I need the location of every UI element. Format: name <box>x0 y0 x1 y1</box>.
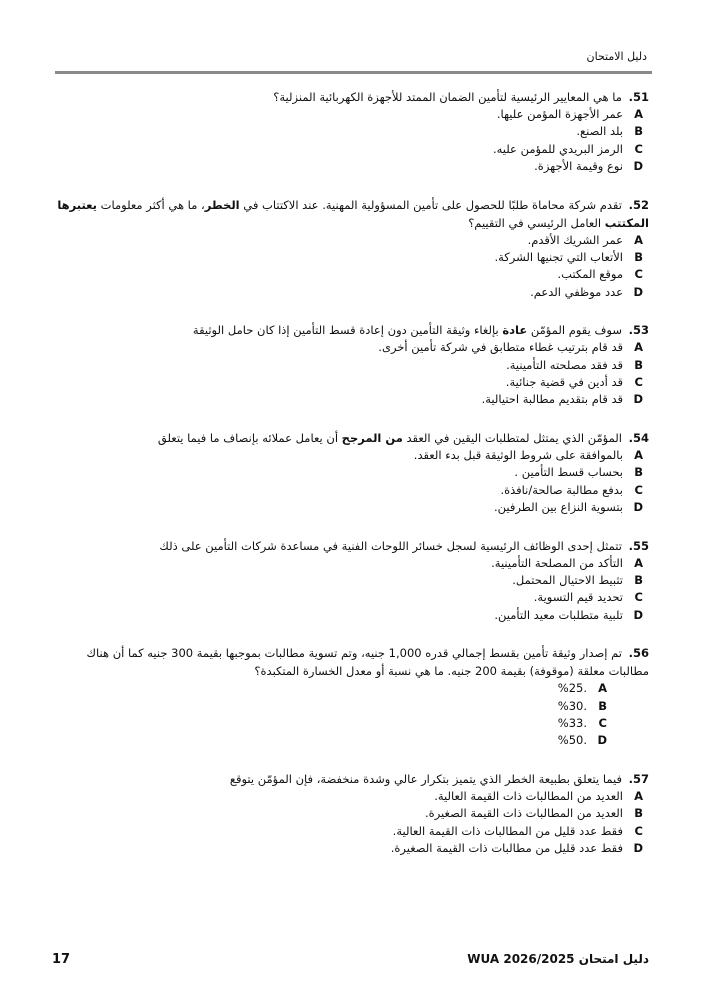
options-list <box>55 232 649 302</box>
question-stem <box>55 770 649 788</box>
option-letter: A <box>634 107 643 121</box>
option-text: الأتعاب التي تجنيها الشركة. <box>494 250 623 265</box>
option-c <box>55 266 649 283</box>
question-text-part: أن يعامل عملائه بإنصاف ما فيما يتعلق <box>157 430 342 445</box>
question-stem <box>55 321 649 339</box>
option-c <box>55 141 649 158</box>
question-stem <box>55 644 649 680</box>
option-letter: D <box>633 284 643 299</box>
question-text-emphasis: الخطر <box>204 197 240 212</box>
option-a <box>55 232 649 249</box>
option-d <box>55 284 649 301</box>
option-letter: B <box>634 250 643 265</box>
options-list <box>55 106 649 176</box>
option-letter: C <box>634 141 643 156</box>
option-letter: B <box>598 698 607 713</box>
header-title: دليل الامتحان <box>586 50 647 63</box>
option-letter: C <box>634 482 643 497</box>
option-letter: D <box>597 733 607 748</box>
option-letter: A <box>634 788 643 803</box>
option-letter: B <box>634 806 643 821</box>
question-53 <box>55 321 649 409</box>
option-letter: C <box>634 590 643 605</box>
question-number: 54. <box>628 430 649 445</box>
options-list <box>55 447 649 517</box>
question-text-part: سوف يقوم المؤمّن <box>527 323 622 338</box>
option-text: تثبيط الاحتيال المحتمل. <box>512 572 623 587</box>
question-text-emphasis: يعتبرها المكتتب <box>57 197 649 230</box>
option-letter: A <box>634 232 643 247</box>
option-d <box>55 391 649 408</box>
questions-list <box>55 88 649 877</box>
option-d <box>55 732 613 749</box>
option-c <box>55 715 613 732</box>
option-text: بلد الصنع. <box>576 124 623 139</box>
option-a <box>55 555 649 572</box>
question-56 <box>55 644 649 750</box>
footer-title: دليل امتحان 2026/2025 WUA <box>467 952 649 966</box>
option-text: موقع المكتب. <box>557 267 623 282</box>
question-number: 55. <box>628 538 649 553</box>
options-list <box>55 339 649 409</box>
question-stem <box>55 537 649 555</box>
option-text: بدفع مطالبة صالحة/نافذة. <box>500 482 623 497</box>
option-letter: A <box>634 447 643 462</box>
option-letter: A <box>634 340 643 355</box>
question-stem <box>55 429 649 447</box>
option-text: العديد من المطالبات ذات القيمة العالية. <box>434 788 623 803</box>
question-number: 53. <box>628 323 649 338</box>
option-text: %25. <box>557 681 587 696</box>
option-text: عمر الشريك الأقدم. <box>527 232 623 247</box>
option-b <box>55 572 649 589</box>
option-letter: D <box>633 500 643 515</box>
option-text: بحساب قسط التأمين . <box>514 465 623 480</box>
question-text-part: بإلغاء وثيقة التأمين دون إعادة قسط التأمين إذا كان حامل الوثيقة <box>192 323 503 338</box>
option-text: قد فقد مصلحته التأمينية. <box>506 357 623 372</box>
option-letter: B <box>634 572 643 587</box>
question-number: 51. <box>628 90 649 104</box>
page-number: 17 <box>52 952 71 967</box>
question-text-part: المؤمّن الذي يمتثل لمتطلبات اليقين في العقد <box>402 430 622 445</box>
option-b <box>55 123 649 140</box>
option-letter: D <box>633 840 643 855</box>
option-a <box>55 788 649 805</box>
option-d <box>55 499 649 516</box>
option-text: نوع وقيمة الأجهزة. <box>534 159 623 174</box>
option-a <box>55 447 649 464</box>
option-text: عمر الأجهزة المؤمن عليها. <box>496 107 623 121</box>
option-letter: A <box>598 681 607 696</box>
question-number: 56. <box>628 646 649 661</box>
question-52 <box>55 196 649 302</box>
question-text: تتمثل إحدى الوظائف الرئيسية لسجل خسائر اللوحات الفنية في مساعدة شركات التأمين على ذلك <box>159 538 622 553</box>
option-text: قد قام بترتيب غطاء متطابق في شركة تأمين أخرى. <box>378 340 623 355</box>
question-text <box>57 198 649 230</box>
option-d <box>55 840 649 857</box>
option-c <box>55 374 649 391</box>
question-stem <box>55 88 649 106</box>
option-letter: C <box>634 267 643 282</box>
option-b <box>55 357 649 374</box>
question-number: 57. <box>628 771 649 786</box>
question-text-emphasis: من المرجح <box>341 430 403 445</box>
option-text: بتسوية النزاع بين الطرفين. <box>493 500 623 515</box>
option-b <box>55 805 649 822</box>
option-text: تلبية متطلبات معيد التأمين. <box>494 607 623 622</box>
option-letter: D <box>633 159 643 174</box>
question-51 <box>55 88 649 176</box>
question-text-part: ، ما هي أكثر معلومات <box>96 197 205 212</box>
option-letter: B <box>634 124 643 139</box>
question-55 <box>55 537 649 625</box>
option-a <box>55 680 613 697</box>
header-divider <box>55 71 652 74</box>
option-a <box>55 106 649 123</box>
question-text-part: تقدم شركة محاماة طلبًا للحصول على تأمين المسؤولية المهنية. عند الاكتتاب في <box>239 197 622 212</box>
question-text: تم إصدار وثيقة تأمين بقسط إجمالي قدره 1,000 جنيه، وتم تسوية مطالبات بموجبها بقيمة 300 جنيه كما أن هناك مطالبات معلقة (موقوفة) بقيمة 200 جنيه. ما هي نسبة أو معدل الخسارة المتكبدة؟ <box>86 646 649 679</box>
option-c <box>55 589 649 606</box>
option-c <box>55 823 649 840</box>
question-54 <box>55 429 649 517</box>
option-letter: B <box>634 357 643 372</box>
option-d <box>55 607 649 624</box>
option-text: عدد موظفي الدعم. <box>530 284 623 299</box>
option-text: %50. <box>557 733 587 748</box>
option-b <box>55 249 649 266</box>
option-text: فقط عدد قليل من المطالبات ذات القيمة العالية. <box>392 823 623 838</box>
option-text: فقط عدد قليل من مطالبات ذات القيمة الصغيرة. <box>390 840 623 855</box>
options-list <box>55 788 649 858</box>
option-letter: D <box>633 607 643 622</box>
question-number: 52. <box>628 197 649 212</box>
option-text: التأكد من المصلحة التأمينية. <box>491 555 623 570</box>
option-text: قد أدين في قضية جنائية. <box>505 375 623 390</box>
question-text: فيما يتعلق بطبيعة الخطر الذي يتميز بتكرار عالي وشدة منخفضة، فإن المؤمّن يتوقع <box>229 771 622 786</box>
option-text: الرمز البريدي للمؤمن عليه. <box>492 141 623 156</box>
question-text <box>193 323 622 337</box>
options-list <box>55 680 613 750</box>
option-letter: A <box>634 555 643 570</box>
option-d <box>55 158 649 175</box>
question-text: ما هي المعايير الرئيسية لتأمين الضمان الممتد للأجهزة الكهربائية المنزلية؟ <box>273 90 622 104</box>
question-stem <box>55 196 649 232</box>
option-letter: B <box>634 465 643 480</box>
option-letter: C <box>598 715 607 730</box>
option-a <box>55 339 649 356</box>
option-text: %30. <box>557 698 587 713</box>
question-text-emphasis: عادة <box>502 323 528 338</box>
option-text: العديد من المطالبات ذات القيمة الصغيرة. <box>425 806 623 821</box>
option-text: تحديد قيم التسوية. <box>533 590 623 605</box>
question-text-part: العامل الرئيسي في التقييم؟ <box>468 215 605 230</box>
option-text: بالموافقة على شروط الوثيقة قبل بدء العقد. <box>413 447 623 462</box>
option-b <box>55 464 649 481</box>
question-text <box>158 431 622 445</box>
option-letter: C <box>634 823 643 838</box>
option-text: قد قام بتقديم مطالبة احتيالية. <box>481 392 623 407</box>
option-c <box>55 482 649 499</box>
option-b <box>55 698 613 715</box>
option-letter: D <box>633 392 643 407</box>
options-list <box>55 555 649 625</box>
option-letter: C <box>634 375 643 390</box>
question-57 <box>55 770 649 858</box>
option-text: %33. <box>557 715 587 730</box>
